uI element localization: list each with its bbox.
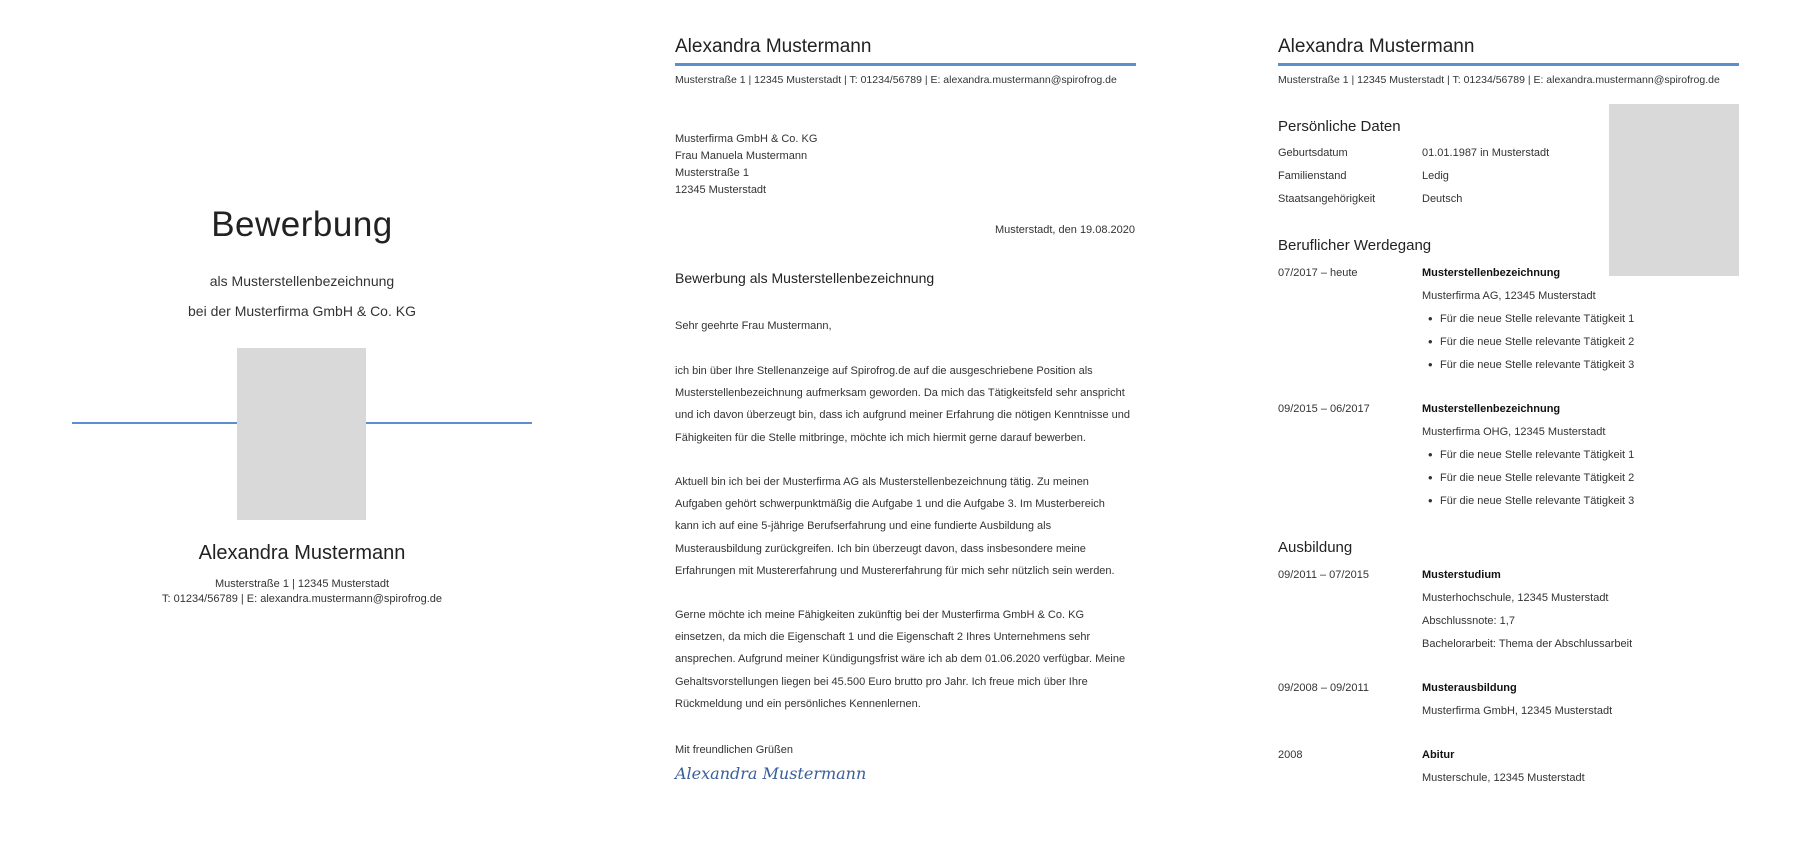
letter-paragraph-1 — [675, 360, 1145, 449]
recipient-line: 12345 Musterstadt — [675, 184, 767, 196]
paragraph-line: ansprechen. Aufgrund meiner Kündigungsfrist wäre ich ab dem 01.06.2020 verfügbar. Meine — [675, 653, 1126, 666]
paragraph-line: Aufgaben gehört schwerpunktmäßig die Aufgabe 1 und die Aufgabe 3. Im Musterbereich — [675, 498, 1105, 511]
career-task: • Für die neue Stelle relevante Tätigkeit 3 — [1440, 359, 1634, 371]
career-task: • Für die neue Stelle relevante Tätigkeit 2 — [1440, 336, 1634, 348]
education-period: 2008 — [1278, 749, 1303, 761]
education-detail: Bachelorarbeit: Thema der Abschlussarbeit — [1422, 638, 1633, 650]
education-detail: Abschlussnote: 1,7 — [1422, 615, 1515, 627]
paragraph-line: Gehaltsvorstellungen liegen bei 45.500 Euro brutto pro Jahr. Ich freue mich über Ihre — [675, 675, 1088, 688]
letter-header-name: Alexandra Mustermann — [675, 36, 872, 57]
paragraph-line: kann ich auf eine 5-jährige Berufserfahrung und eine fundierte Ausbildung als — [675, 520, 1052, 533]
section-title-education: Ausbildung — [1278, 539, 1353, 556]
paragraph-line: und ich davon überzeugt bin, dass ich aufgrund meiner Erfahrung die nötigen Kenntnisse und — [675, 409, 1130, 422]
education-period: 09/2008 – 09/2011 — [1278, 682, 1369, 694]
recipient-line: Frau Manuela Mustermann — [675, 150, 808, 162]
education-title: Musterausbildung — [1422, 682, 1517, 694]
cv-header-contact: Musterstraße 1 | 12345 Musterstadt | T: 01234/56789 | E: alexandra.mustermann@spirofrog.de — [1278, 74, 1720, 86]
letter-greeting: Sehr geehrte Frau Mustermann, — [675, 320, 832, 332]
letter-header-rule — [675, 63, 1136, 66]
career-role: Musterstellenbezeichnung — [1422, 403, 1561, 415]
education-period: 09/2011 – 07/2015 — [1278, 569, 1369, 581]
career-role: Musterstellenbezeichnung — [1422, 267, 1561, 279]
handwritten-signature: Alexandra Mustermann — [675, 764, 867, 783]
cover-company-line: bei der Musterfirma GmbH & Co. KG — [188, 303, 416, 319]
cv-header-rule — [1278, 63, 1739, 66]
cover-address: Musterstraße 1 | 12345 Musterstadt — [214, 578, 390, 590]
education-title: Abitur — [1422, 749, 1455, 761]
personal-value: Ledig — [1422, 170, 1449, 182]
career-task: • Für die neue Stelle relevante Tätigkeit 2 — [1440, 472, 1634, 484]
career-company: Musterfirma OHG, 12345 Musterstadt — [1422, 426, 1606, 438]
cover-applicant-name: Alexandra Mustermann — [198, 542, 406, 564]
cover-contact: T: 01234/56789 | E: alexandra.mustermann@spirofrog.de — [161, 593, 443, 605]
personal-label: Geburtsdatum — [1278, 147, 1348, 159]
letter-subject: Bewerbung als Musterstellenbezeichnung — [675, 270, 935, 286]
letter-header-contact: Musterstraße 1 | 12345 Musterstadt | T: 01234/56789 | E: alexandra.mustermann@spirofrog.de — [675, 74, 1117, 86]
section-title-career: Beruflicher Werdegang — [1278, 237, 1432, 254]
recipient-line: Musterstraße 1 — [675, 167, 749, 179]
paragraph-line: ich bin über Ihre Stellenanzeige auf Spirofrog.de auf die ausgeschriebene Position als — [675, 365, 1093, 377]
personal-label: Staatsangehörigkeit — [1278, 193, 1376, 205]
paragraph-line: Gerne möchte ich meine Fähigkeiten zukünftig bei der Musterfirma GmbH & Co. KG — [675, 609, 1085, 621]
personal-value: 01.01.1987 in Musterstadt — [1422, 147, 1550, 159]
career-task: • Für die neue Stelle relevante Tätigkeit 3 — [1440, 495, 1634, 507]
education-detail: Musterschule, 12345 Musterstadt — [1422, 772, 1585, 784]
cv-photo-placeholder — [1609, 104, 1739, 276]
letter-closing: Mit freundlichen Grüßen — [675, 744, 793, 756]
section-title-personal: Persönliche Daten — [1278, 118, 1401, 135]
paragraph-line: Aktuell bin ich bei der Musterfirma AG als Musterstellenbezeichnung tätig. Zu meinen — [675, 476, 1089, 488]
paragraph-line: Musterstellenbezeichnung aufmerksam geworden. Da mich das Tätigkeitsfeld sehr anspricht — [675, 387, 1125, 400]
education-detail: Musterhochschule, 12345 Musterstadt — [1422, 592, 1609, 604]
education-title: Musterstudium — [1422, 569, 1501, 581]
letter-date: Musterstadt, den 19.08.2020 — [994, 224, 1135, 236]
paragraph-line: Erfahrungen mit Mustererfahrung und Mustererfahrung für mich sehr nützlich sein werden. — [675, 564, 1115, 577]
letter-paragraph-2 — [675, 471, 1145, 582]
letter-paragraph-3 — [675, 604, 1145, 715]
paragraph-line: einsetzen, da mich die Eigenschaft 1 und die Eigenschaft 2 Ihres Unternehmens sehr — [675, 631, 1091, 644]
cover-rule-left — [72, 422, 238, 424]
paragraph-line: Fähigkeiten für die Stelle mitbringe, möchte ich mich hiermit gerne darauf bewerben. — [675, 431, 1086, 444]
career-period: 07/2017 – heute — [1278, 267, 1358, 279]
cover-title: Bewerbung — [211, 205, 393, 244]
cover-position-line: als Musterstellenbezeichnung — [209, 273, 395, 289]
cover-rule-right — [366, 422, 532, 424]
cover-page — [0, 0, 600, 848]
career-period: 09/2015 – 06/2017 — [1278, 403, 1370, 415]
career-task: • Für die neue Stelle relevante Tätigkeit 1 — [1440, 449, 1634, 461]
career-company: Musterfirma AG, 12345 Musterstadt — [1422, 290, 1596, 302]
paragraph-line: Rückmeldung und ein persönliches Kennenlernen. — [675, 697, 921, 710]
cv-header-name: Alexandra Mustermann — [1278, 36, 1475, 57]
recipient-line: Musterfirma GmbH & Co. KG — [675, 133, 818, 145]
education-detail: Musterfirma GmbH, 12345 Musterstadt — [1422, 705, 1613, 717]
paragraph-line: Musterausbildung zurückgreifen. Ich bin überzeugt davon, dass insbesondere meine — [675, 542, 1086, 555]
career-task: • Für die neue Stelle relevante Tätigkeit 1 — [1440, 313, 1634, 325]
personal-value: Deutsch — [1422, 193, 1463, 205]
personal-label: Familienstand — [1278, 170, 1347, 182]
cover-photo-placeholder — [237, 348, 366, 520]
